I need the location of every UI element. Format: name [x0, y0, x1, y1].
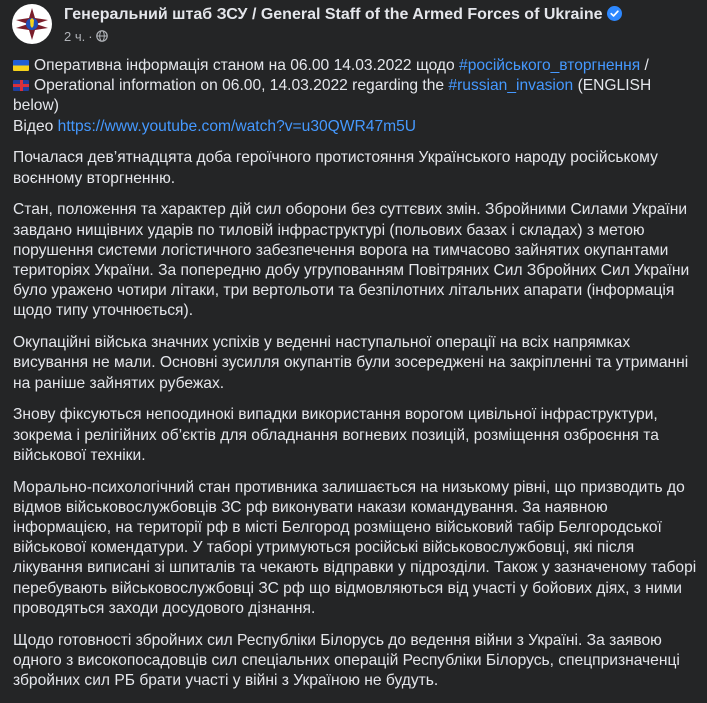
- hashtag-russian-invasion-ua[interactable]: #російського_вторгнення: [459, 57, 641, 74]
- meta-separator: ·: [88, 29, 93, 44]
- ua-intro-text: Оперативна інформація станом на 06.00 14.03.2022 щодо: [34, 57, 460, 74]
- uk-flag-icon: [13, 80, 29, 91]
- post-paragraph: Знову фіксуються непоодинокі випадки використання ворогом цивільної інфраструктури, зокрема і релігійних об’єктів для обладнання вогневих позицій, розміщення озброєння та військової техніки.: [13, 406, 659, 464]
- page-name[interactable]: Генеральний штаб ЗСУ / General Staff of the Armed Forces of Ukraine: [64, 6, 603, 23]
- post-intro: [13, 56, 697, 137]
- armed-forces-emblem-icon: [12, 4, 52, 44]
- post-paragraph: Морально-психологічний стан противника залишається на низькому рівні, що призводить до відмов військовослужбовців ЗС рф виконувати накази командування. За наявною інформацією, на території рф в місті Белгород розміщено військовий табір Белгородської військової комендатури. У таборі утримуються російські військовослужбовці, які після лікування виписані зі шпиталів та чекають відправки у підрозділи. Також у зазначеному таборі перебувають військовослужбовці ЗС рф що відмовляються від участі у бойових діях, з ними проводяться заходи досудового дізнання.: [13, 478, 697, 617]
- post-paragraph: Почалася дев’ятнадцята доба героїчного протистояння Українського народу російському воєнному вторгненню.: [13, 149, 658, 187]
- ua-intro-suffix: /: [640, 57, 649, 74]
- post-paragraph: Стан, положення та характер дій сил оборони без суттєвих змін. Збройними Силами України завдано нищівних ударів по тиловій інфраструктурі (польових базах і складах) з метою порушення системи логістичного забезпечення ворога на тимчасово зайнятих окупантами територіях України. За попередню добу угрупованням Повітряних Сил Збройних Сил України було уражено чотири літаки, три вертольоти та безпілотних літальних апарати (інформація щодо типу уточнюється).: [13, 201, 690, 320]
- page-avatar[interactable]: [12, 4, 52, 44]
- globe-icon[interactable]: [96, 30, 108, 42]
- verified-badge-icon: [607, 6, 622, 21]
- post-timestamp[interactable]: 2 ч.: [64, 29, 86, 44]
- post-body: [13, 56, 697, 703]
- video-link[interactable]: https://www.youtube.com/watch?v=u30QWR47m5U: [57, 117, 417, 135]
- en-intro-suffix: (ENGLISH below): [13, 77, 652, 115]
- post-paragraph: Щодо готовності збройних сил Республіки Білорусь до ведення війни з Україні. За заявою одного з високопосадовців сил спеціальних операцій Республіки Білорусь, спецпризначенці збройних сил РБ брати участі у війні з Україною не будуть.: [13, 631, 680, 690]
- video-label: Відео: [13, 117, 58, 135]
- hashtag-russian-invasion-en[interactable]: #russian_invasion: [448, 77, 574, 95]
- en-intro-text: Operational information on 06.00, 14.03.2022 regarding the: [34, 77, 449, 95]
- post-meta: [64, 29, 108, 44]
- post-header: [12, 2, 702, 50]
- ukraine-flag-icon: [13, 60, 29, 71]
- post-paragraph: Окупаційні війська значних успіхів у веденні наступальної операції на всіх напрямках висування не мали. Основні зусилля окупантів були зосереджені на закріпленні та утриманні на раніше зайнятих рубежах.: [13, 334, 689, 392]
- page-name-link[interactable]: [64, 6, 622, 24]
